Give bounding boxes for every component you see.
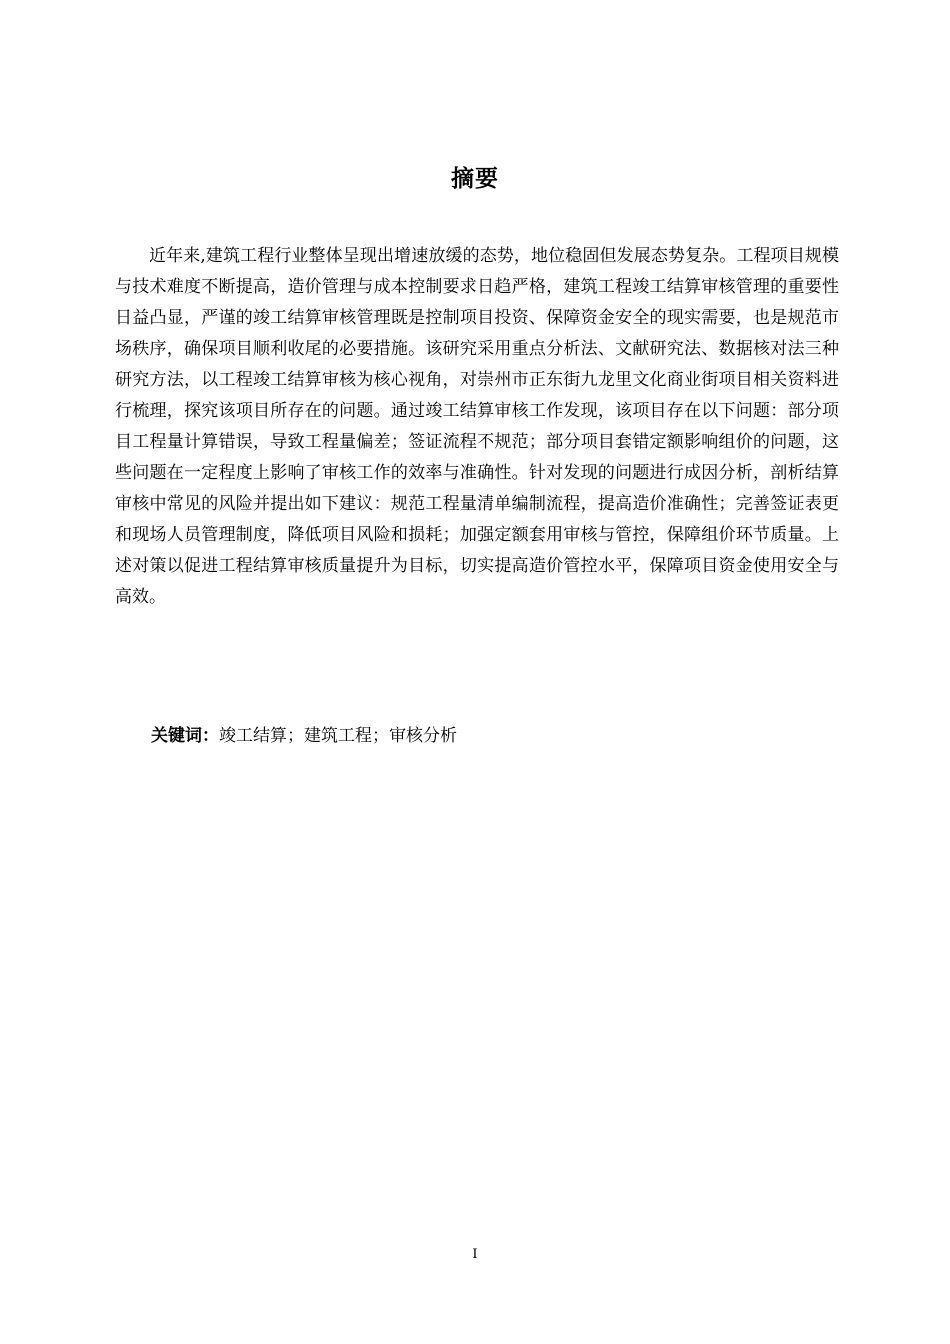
page-number: I [472, 1247, 478, 1262]
keywords-text: 竣工结算；建筑工程；审核分析 [219, 726, 457, 746]
abstract-title: 摘要 [451, 166, 499, 192]
keywords-line [151, 722, 457, 750]
abstract-body: 近年来,建筑工程行业整体呈现出增速放缓的态势，地位稳固但发展态势复杂。工程项目规模与技术难度不断提高，造价管理与成本控制要求日趋严格，建筑工程竣工结算审核管理的重要性日益凸显，严谨的竣工结算审核管理既是控制项目投资、保障资金安全的现实需要，也是规范市场秩序，确保项目顺利收尾的必要措施。该研究采用重点分析法、文献研究法、数据核对法三种研究方法，以工程竣工结算审核为核心视角，对崇州市正东街九龙里文化商业街项目相关资料进行梳理，探究该项目所存在的问题。通过竣工结算审核工作发现，该项目存在以下问题：部分项目工程量计算错误，导致工程量偏差；签证流程不规范；部分项目套错定额影响组价的问题，这些问题在一定程度上影响了审核工作的效率与准确性。针对发现的问题进行成因分析，剖析结算审核中常见的风险并提出如下建议：规范工程量清单编制流程，提高造价准确性；完善签证表更和现场人员管理制度，降低项目风险和损耗；加强定额套用审核与管控，保障组价环节质量。上述对策以促进工程结算审核质量提升为目标，切实提高造价管控水平，保障项目资金使用安全与高效。 [115, 246, 839, 607]
keywords-label: 关键词： [151, 726, 219, 746]
